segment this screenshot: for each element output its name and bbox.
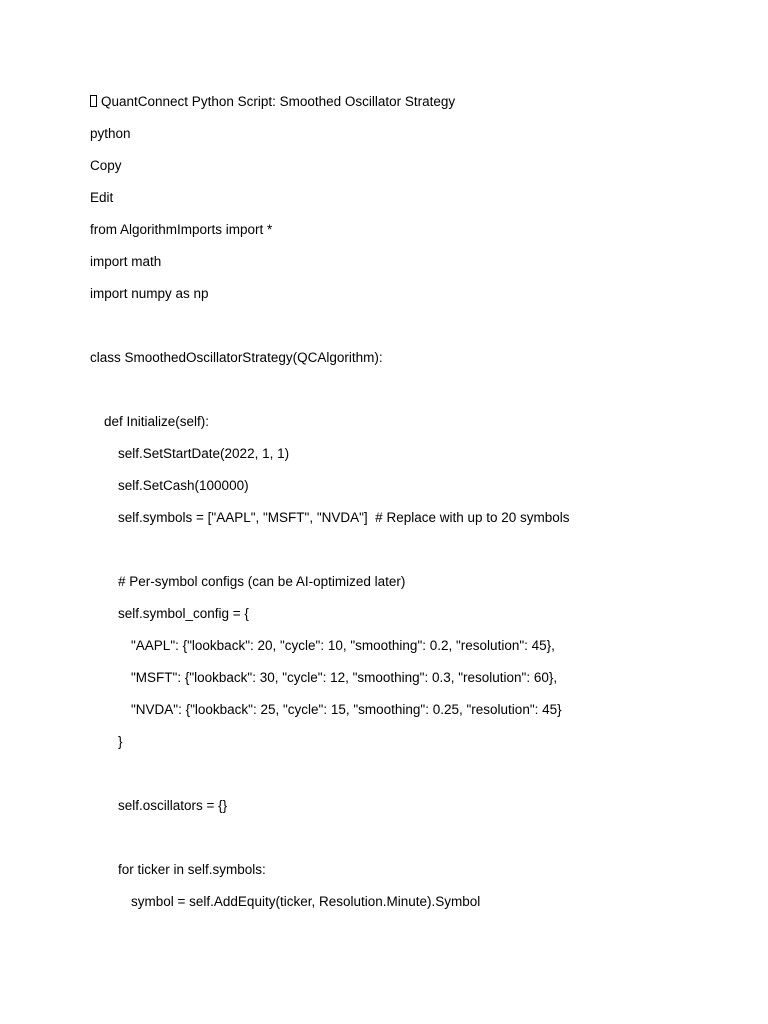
code-line: self.SetCash(100000) (118, 478, 249, 493)
code-line: "AAPL": {"lookback": 20, "cycle": 10, "smoothing": 0.2, "resolution": 45}, (131, 638, 555, 653)
code-line: "NVDA": {"lookback": 25, "cycle": 15, "smoothing": 0.25, "resolution": 45} (131, 702, 562, 717)
code-line: self.oscillators = {} (118, 798, 228, 813)
code-comment-line: # Per-symbol configs (can be AI-optimized later) (118, 574, 406, 589)
code-line: self.symbols = ["AAPL", "MSFT", "NVDA"] # Replace with up to 20 symbols (118, 510, 570, 525)
code-line: "MSFT": {"lookback": 30, "cycle": 12, "smoothing": 0.3, "resolution": 60}, (131, 670, 558, 685)
code-line: self.symbol_config = { (118, 606, 249, 621)
document-title-text: QuantConnect Python Script: Smoothed Oscillator Strategy (101, 94, 456, 109)
document-title (90, 93, 455, 111)
code-line: import math (90, 254, 162, 269)
code-line: from AlgorithmImports import * (90, 222, 273, 237)
code-line: symbol = self.AddEquity(ticker, Resolution.Minute).Symbol (131, 894, 481, 909)
code-line: } (118, 734, 123, 749)
language-label: python (90, 126, 131, 141)
code-line: self.SetStartDate(2022, 1, 1) (118, 446, 290, 461)
edit-label: Edit (90, 190, 114, 205)
code-line: class SmoothedOscillatorStrategy(QCAlgorithm): (90, 350, 383, 365)
copy-label: Copy (90, 158, 122, 173)
code-line: def Initialize(self): (104, 414, 210, 429)
code-line: for ticker in self.symbols: (118, 862, 266, 877)
missing-glyph-icon (90, 95, 97, 107)
code-line: import numpy as np (90, 286, 209, 301)
